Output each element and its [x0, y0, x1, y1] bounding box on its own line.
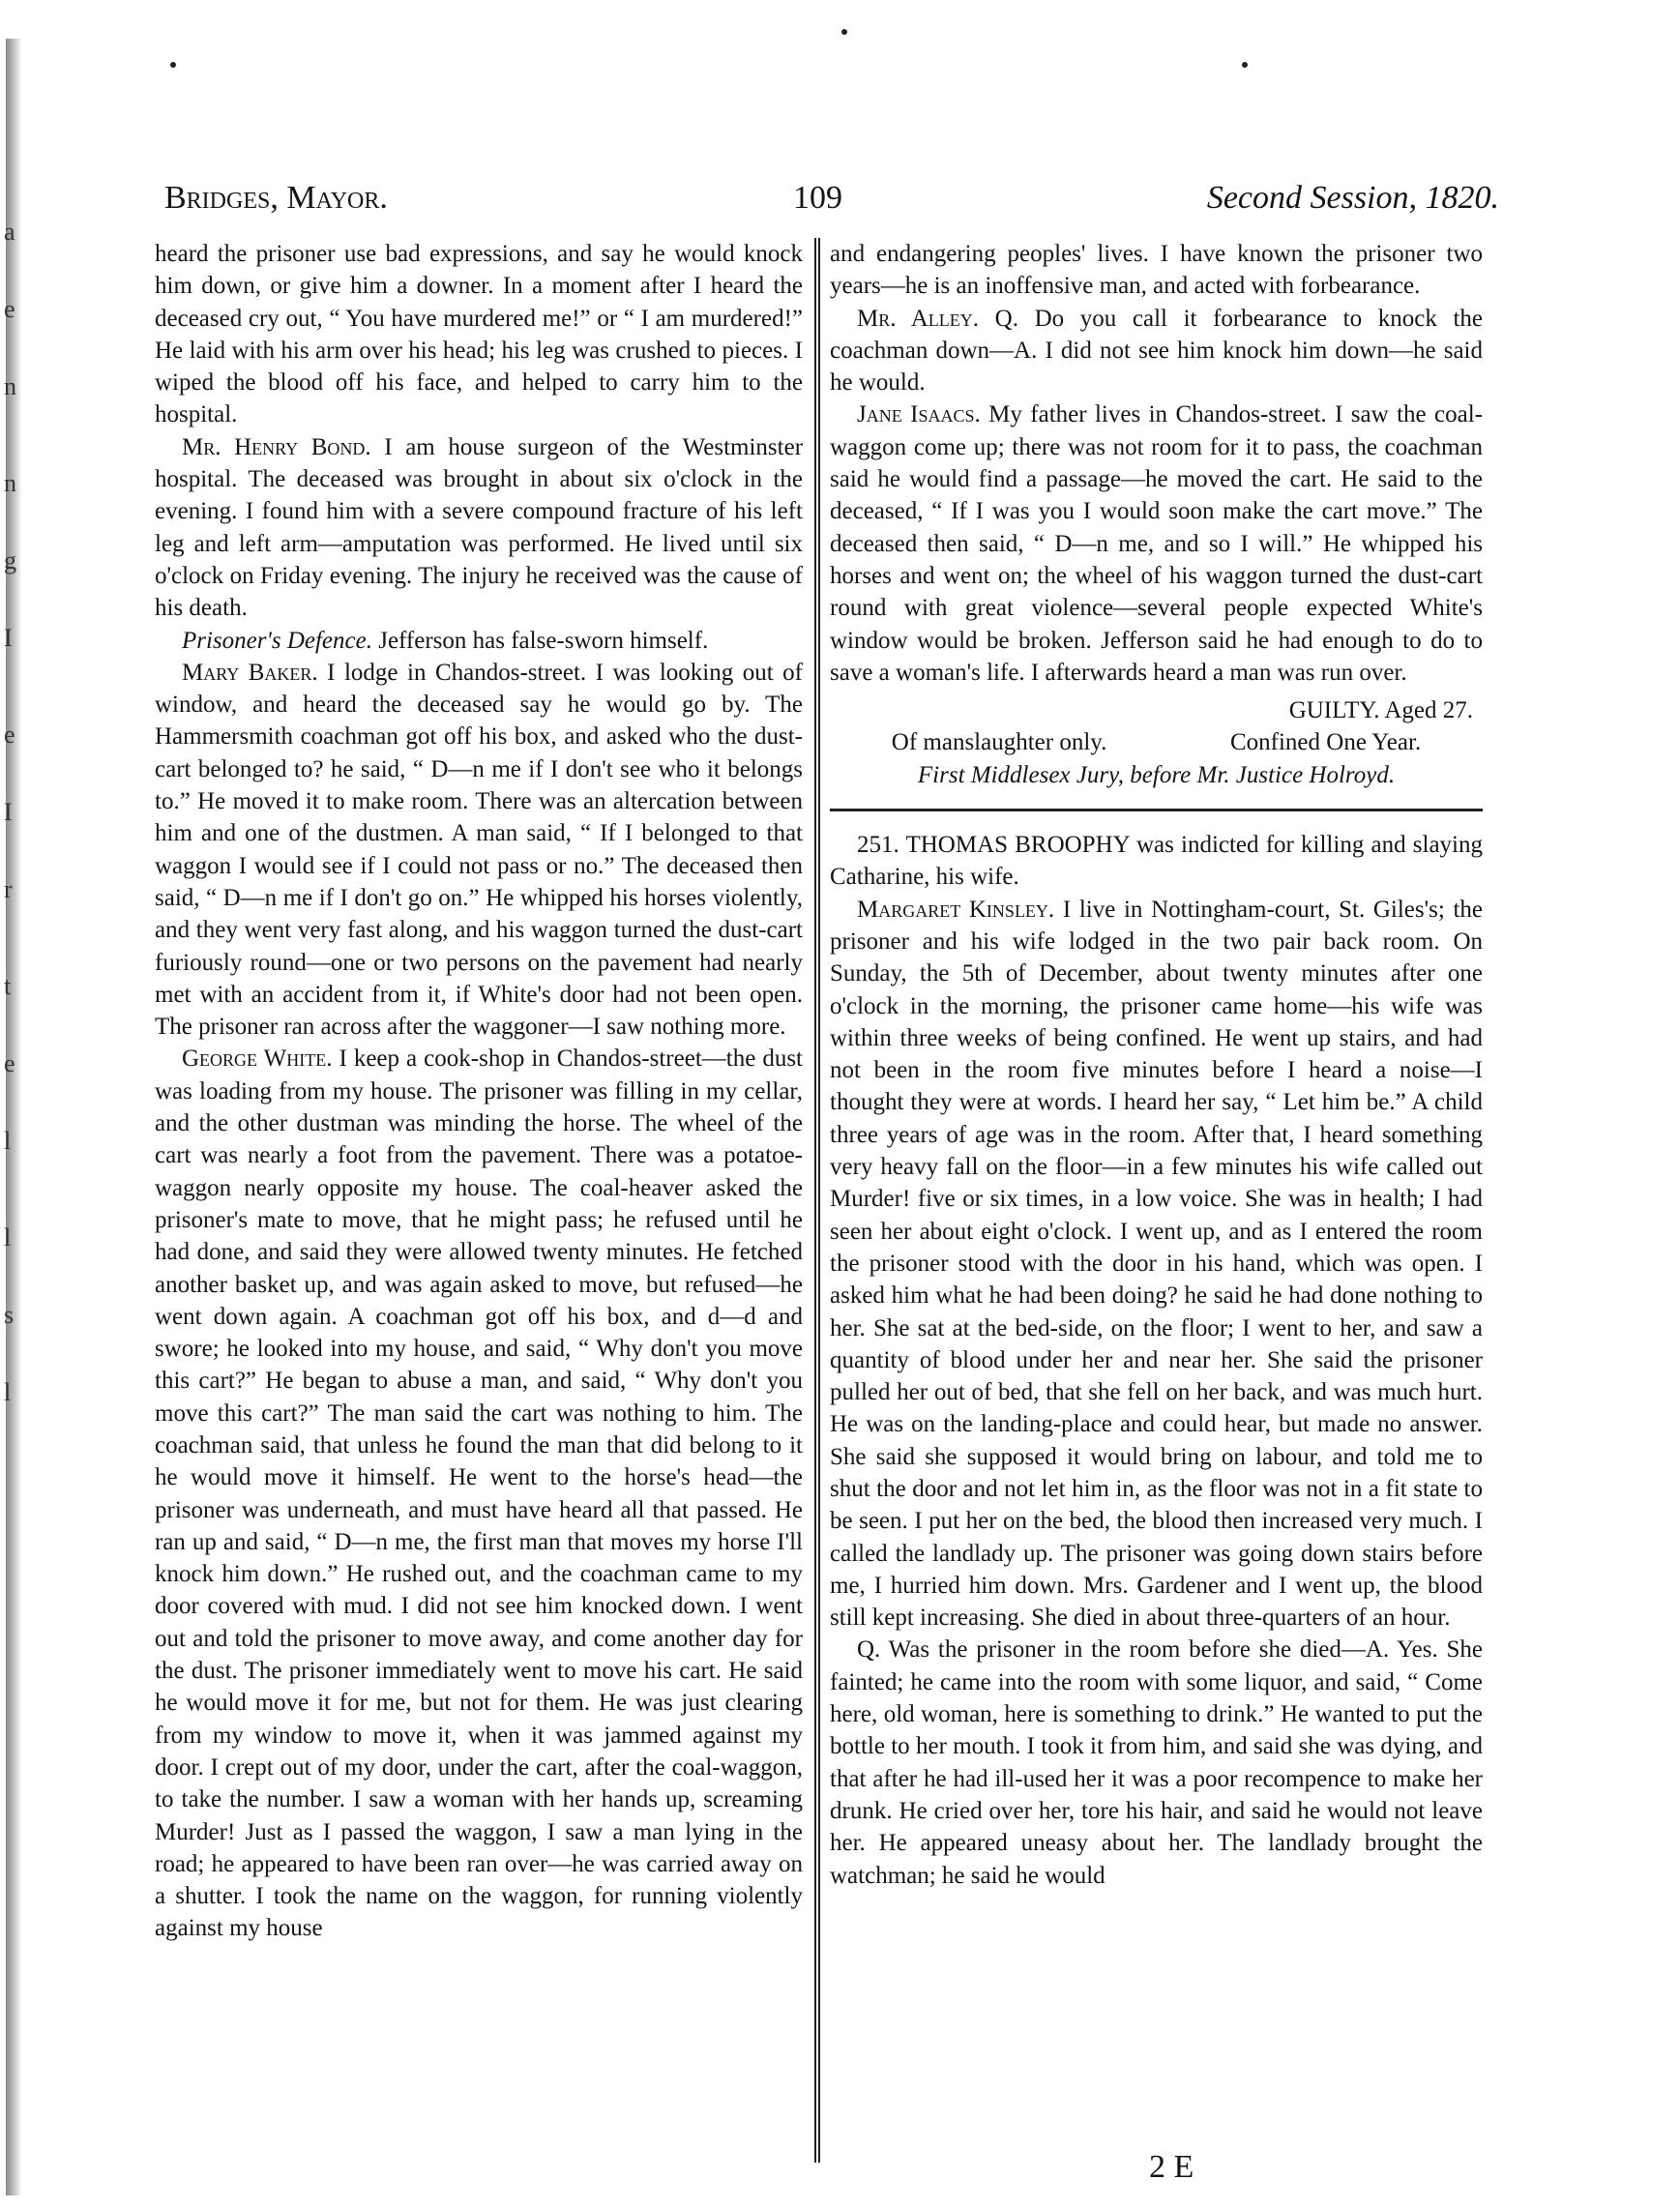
ink-speck — [170, 62, 176, 68]
margin-mark: I — [4, 624, 13, 652]
speaker-name: George White. — [182, 1046, 333, 1073]
margin-mark: n — [4, 469, 16, 497]
margin-mark: l — [4, 1378, 12, 1406]
paragraph: and endangering peoples' lives. I have known the prisoner two years—he is an inoffensive man, and acted with forbearance. — [830, 241, 1483, 300]
speaker-name: Margaret Kinsley. — [857, 896, 1055, 923]
sentence-line — [830, 726, 1483, 758]
testimony-paragraph: Mr. Alley. Q. Do you call it forbearance to knock the coachman down—A. I did not see him knock him down—he said he would. — [830, 305, 1484, 397]
page-number: 109 — [793, 180, 842, 216]
margin-mark: g — [4, 546, 16, 574]
case-header: 251. THOMAS BROOPHY was indicted for killing and slaying Catharine, his wife. — [830, 832, 1483, 891]
margin-mark: l — [4, 1127, 12, 1155]
ink-speck — [841, 29, 847, 35]
case-separator — [830, 809, 1483, 811]
running-header — [164, 180, 1499, 222]
session-label: Second Session, 1820. — [1206, 180, 1499, 216]
testimony-paragraph: Mr. Henry Bond. I am house surgeon of the Westminster hospital. The deceased was brought in about six o'clock in the evening. I found him with a severe compound fracture of his left leg and left arm—amputation was performed. He lived until six o'clock on Friday evening. The injury he received was the cause of his death. — [155, 433, 804, 622]
margin-mark: s — [4, 1301, 15, 1329]
offence: Of manslaughter only. — [891, 729, 1107, 756]
margin-mark: n — [4, 372, 16, 400]
margin-mark: I — [4, 798, 13, 826]
signature-mark: 2 E — [1149, 2149, 1194, 2185]
right-column — [830, 238, 1483, 1892]
testimony-paragraph: Jane Isaacs. My father lives in Chandos-street. I saw the coal-waggon come up; there was not room for it to pass, the coachman said he would find a passage—he moved the cart. He said to the deceased, “ If I was you I would soon make the cart move.” The deceased then said, “ D—n me, and so I will.” He whipped his horses and went on; the wheel of his waggon turned the dust-cart round with great violence—several people expected White's window would be broken. Jefferson said he had enough to do to save a woman's life. I afterwards heard a man was run over. — [830, 401, 1483, 686]
speaker-name: Mr. Alley. — [857, 305, 980, 332]
verdict: GUILTY. Aged 27. — [1288, 697, 1473, 724]
defence-paragraph: Prisoner's Defence. Jefferson has false-sworn himself. — [182, 627, 709, 654]
paragraph: heard the prisoner use bad expressions, and say he would knock him down, or give him a downer. In a moment after I heard the deceased cry out, “ You have murdered me!” or “ I am murdered!” He laid with his arm over his head; his leg was crushed to pieces. I wiped the blood off his face, and helped to carry him to the hospital. — [155, 241, 803, 428]
court-line: First Middlesex Jury, before Mr. Justice Holroyd. — [917, 761, 1396, 788]
running-title: Bridges, Mayor. — [164, 180, 388, 216]
margin-mark: e — [4, 721, 15, 749]
speaker-name: Mary Baker. — [182, 659, 318, 686]
margin-mark: t — [4, 972, 12, 1000]
margin-marks — [4, 213, 43, 1470]
margin-mark: a — [4, 218, 15, 246]
ink-speck — [1242, 62, 1248, 68]
testimony-paragraph: Q. Was the prisoner in the room before she died—A. Yes. She fainted; he came into the room with some liquor, and said, “ Come here, old woman, here is something to drink.” He wanted to put the bottle to her mouth. I took it from him, and said she was dying, and that after he had ill-used her it was a poor recompence to make her drunk. He cried over her, tore his hair, and said he would not leave her. He appeared uneasy about her. The landlady brought the watchman; he said he would — [830, 1636, 1483, 1889]
left-column — [155, 238, 803, 1945]
column-divider — [814, 238, 820, 2163]
testimony-paragraph: Margaret Kinsley. I live in Nottingham-court, St. Giles's; the prisoner and his wife lodged in the two pair back room. On Sunday, the 5th of December, about twenty minutes after one o'clock in the morning, the prisoner came home—his wife was within three weeks of being confined. He went up stairs, and had not been in the room five minutes before I heard a noise—I thought they were at words. I heard her say, “ Let him be.” A child three years of age was in the room. After that, I heard something very heavy fall on the floor—in a few minutes his wife called out Murder! five or six times, in a low voice. She was in health; I had seen her about eight o'clock. I went up, and as I entered the room the prisoner stood with the door in his hand, which was open. I asked him what he had been doing? he said he had done nothing to her. She sat at the bed-side, on the floor; I went to her, and saw a quantity of blood under her and near her. She said the prisoner pulled her out of bed, that she fell on her back, and was much hurt. He was on the landing-place and could hear, but made no answer. She said she supposed it would bring on labour, and told me to shut the door and not let him in, as the floor was not in a fit state to be seen. I put her on the bed, the blood then increased very much. I called the landlady up. The prisoner was going down stairs before me, I hurried him down. Mrs. Gardener and I went up, the blood still kept increasing. She died in about three-quarters of an hour. — [830, 896, 1483, 1632]
testimony-paragraph: Mary Baker. I lodge in Chandos-street. I was looking out of window, and heard the deceased say he would go by. The Hammersmith coachman got off his box, and asked who the dust-cart belonged to? he said, “ D—n me if I don't see who it belongs to.” He moved it to make room. There was an altercation between him and one of the dustmen. A man said, “ If I belonged to that waggon I would see if I could not pass or no.” The deceased then said, “ D—n me if I don't go on.” He whipped his horses violently, and they went very fast along, and his waggon turned the dust-cart furiously round—one or two persons on the pavement had nearly met with an accident from it, if White's door had not been open. The prisoner ran across after the waggoner—I saw nothing more. — [155, 659, 803, 1041]
testimony-paragraph: George White. I keep a cook-shop in Chandos-street—the dust was loading from my house. The prisoner was filling in my cellar, and the other dustman was minding the horse. The wheel of the cart was nearly a foot from the pavement. There was a potatoe-waggon nearly opposite my house. The coal-heaver asked the prisoner's mate to move, that he might pass; he refused until he had done, and said they were allowed twenty minutes. He fetched another basket up, and was again asked to move, but refused—he went down again. A coachman got off his box, and d—d and swore; he looked into my house, and said, “ Why don't you move this cart?” He began to abuse a man, and said, “ Why don't you move this cart?” The man said the cart was nothing to him. The coachman said, that unless he found the man that did belong to it he would move it himself. He went to the horse's head—the prisoner was underneath, and must have heard all that passed. He ran up and said, “ D—n me, the first man that moves my horse I'll knock him down.” He rushed out, and the coachman came to my door covered with mud. I did not see him knocked down. I went out and told the prisoner to move away, and come another day for the dust. The prisoner immediately went to move his cart. He said he would move it for me, but not for them. He was just clearing from my window to move it, when it was jammed against my door. I crept out of my door, under the cart, after the coal-waggon, to take the number. I saw a woman with her hands up, screaming Murder! Just as I passed the waggon, I saw a man lying in the road; he appeared to have been ran over—he was carried away on a shutter. I took the name on the waggon, for running violently against my house — [155, 1046, 804, 1942]
sentence: Confined One Year. — [1229, 729, 1422, 756]
speaker-name: Jane Isaacs. — [857, 401, 981, 428]
margin-mark: e — [4, 1049, 15, 1077]
margin-mark: r — [4, 875, 13, 903]
speaker-name: Mr. Henry Bond. — [182, 433, 371, 460]
margin-mark: l — [4, 1223, 12, 1252]
margin-mark: e — [4, 295, 15, 323]
defence-label: Prisoner's Defence. — [182, 627, 372, 654]
